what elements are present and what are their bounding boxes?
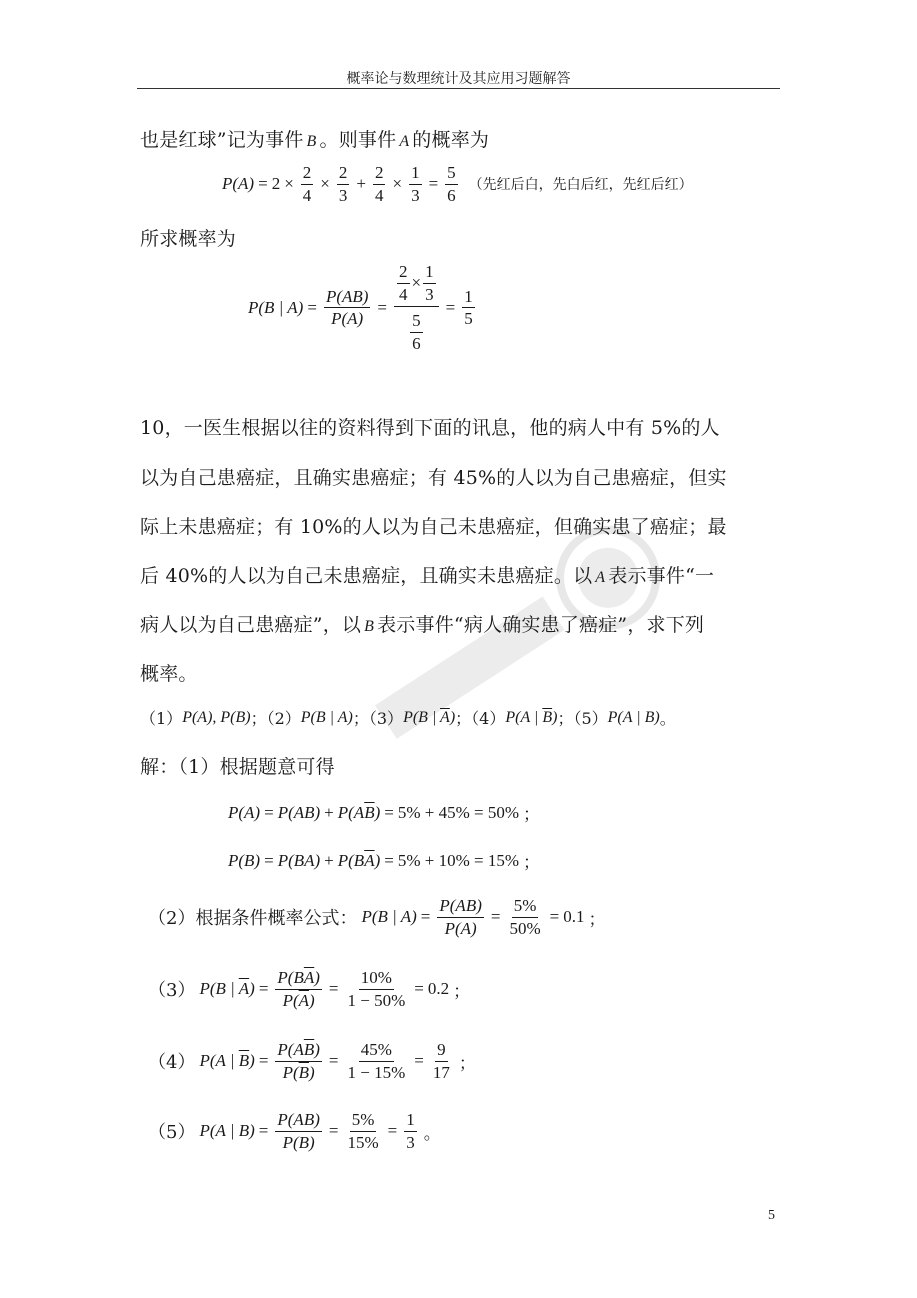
fraction bbox=[437, 896, 483, 938]
numerator: 1 bbox=[423, 262, 436, 284]
fraction bbox=[346, 1040, 408, 1082]
text-segment: ) bbox=[314, 968, 320, 987]
numerator: P(AB) bbox=[324, 287, 370, 309]
equation-p-b-given-a: P(B | A) = $\frac{P(AB)}{P(A)}$ = $\frac{2}{4}$ × $\frac{1}{3}$ $\frac{5}{6}$ = $\frac{1}{5}$ bbox=[248, 262, 473, 353]
numerator bbox=[275, 1040, 322, 1062]
complement-a: $\overline{A}$ bbox=[303, 968, 315, 987]
text-segment: ) bbox=[309, 1062, 315, 1082]
denominator: 1 − 50% bbox=[347, 990, 406, 1010]
header-rule bbox=[137, 88, 780, 89]
eq-lhs: P(B | A) bbox=[248, 297, 304, 317]
complement-a: $\overline{A}$ bbox=[298, 990, 310, 1010]
questions-line bbox=[140, 706, 676, 729]
equation-solution-2: （2）根据条件概率公式： P(B | A) = $\frac{P(AB)}{P(A)}$ = $\frac{5\%}{50\%}$ = 0.1 ； bbox=[148, 896, 606, 938]
text-segment: P( bbox=[282, 1062, 299, 1082]
fraction bbox=[423, 262, 436, 304]
question-label-1: （1） bbox=[140, 709, 183, 728]
question-5: P(A | B) bbox=[607, 708, 660, 726]
step-label: （3） bbox=[148, 980, 196, 1002]
compound-denominator bbox=[408, 307, 425, 353]
complement-b: $\overline{B}$ bbox=[298, 1062, 310, 1082]
equation-note: （先红后白，先白后红，先红后红） bbox=[468, 177, 693, 194]
equation-solution-1b: P(B) = P(BA) + $P(B\overline{A})$ = 5% + 10% = 15% ； bbox=[228, 848, 540, 873]
text-segment: 的概率为 bbox=[412, 129, 490, 151]
text-segment: ； bbox=[523, 853, 541, 872]
numerator: 1 bbox=[404, 1110, 417, 1132]
text-segment: 表示事件“一 bbox=[608, 565, 715, 587]
numerator: 2 bbox=[337, 163, 350, 185]
text-segment: ) bbox=[249, 979, 255, 999]
denominator: 6 bbox=[447, 185, 456, 205]
text-segment: ) bbox=[309, 990, 315, 1010]
question-label-3: ；（3） bbox=[352, 709, 404, 728]
complement-b: $\overline{B}$ bbox=[238, 1051, 250, 1071]
complement-b: $\overline{B}$ bbox=[303, 1040, 315, 1059]
eq-lhs bbox=[199, 979, 254, 999]
text-line-required: 所求概率为 bbox=[140, 228, 237, 250]
fraction bbox=[275, 1110, 321, 1152]
complement-b: $\overline{B}$ bbox=[542, 708, 553, 726]
complement-a: $\overline{A}$ bbox=[440, 708, 450, 726]
question-label-4: ；（4） bbox=[455, 709, 506, 728]
numerator: 9 bbox=[435, 1040, 448, 1062]
numerator: 2 bbox=[301, 163, 314, 185]
numerator bbox=[275, 968, 322, 990]
problem-line-2: 以为自己患癌症，且确实患癌症；有 45%的人以为自己患癌症，但实 bbox=[140, 467, 727, 489]
denominator: 4 bbox=[302, 185, 312, 205]
running-header: 概率论与数理统计及其应用习题解答 bbox=[346, 71, 571, 87]
fraction bbox=[462, 287, 475, 329]
eq-term: P(BA) bbox=[277, 850, 321, 870]
numerator: 45% bbox=[359, 1040, 394, 1062]
text-segment: ) bbox=[449, 708, 456, 726]
numerator: 1 bbox=[462, 287, 475, 309]
eq-coefficient: 2 bbox=[271, 174, 281, 194]
text-segment: ) bbox=[552, 708, 558, 726]
text-segment: ； bbox=[588, 909, 606, 929]
text-segment: ) bbox=[249, 1051, 255, 1071]
question-3 bbox=[403, 709, 455, 727]
eq-lhs: P(A) bbox=[228, 802, 261, 822]
text-segment: 病人以为自己患癌症”，以 bbox=[140, 614, 362, 636]
text-segment: P(A | bbox=[505, 708, 543, 726]
denominator: 5 bbox=[464, 309, 473, 329]
denominator: 50% bbox=[509, 918, 541, 938]
fraction bbox=[397, 262, 410, 304]
denominator: 3 bbox=[338, 185, 348, 205]
text-segment: P(A | bbox=[199, 1051, 239, 1071]
eq-lhs: P(A | B) bbox=[199, 1121, 255, 1141]
compound-fraction bbox=[394, 262, 439, 353]
compound-numerator: $\frac{2}{4}$ × $\frac{1}{3}$ bbox=[394, 262, 439, 307]
eq-term bbox=[338, 803, 381, 823]
text-segment: P(A bbox=[277, 1040, 304, 1059]
problem-line-6: 概率。 bbox=[140, 663, 198, 685]
denominator: P(A) bbox=[444, 918, 477, 938]
text-segment: 也是红球”记为事件 bbox=[140, 129, 304, 151]
eq-lhs: P(A) bbox=[222, 174, 255, 194]
numerator: P(AB) bbox=[437, 896, 483, 918]
eq-lhs: P(B) bbox=[228, 850, 261, 870]
denominator: 4 bbox=[374, 185, 384, 205]
text-segment: P(B bbox=[277, 968, 304, 987]
denominator: 4 bbox=[399, 284, 408, 304]
fraction bbox=[410, 311, 423, 353]
eq-calculation: 5% + 10% = 15% bbox=[397, 850, 520, 870]
equation-solution-5: （5） P(A | B) = $\frac{P(AB)}{P(B)}$ = $\frac{5\%}{15\%}$ = $\frac{1}{3}$ 。 bbox=[148, 1110, 441, 1152]
equation-solution-1a: P(A) = P(AB) + $P(A\overline{B})$ = 5% + 45% = 50% ； bbox=[228, 800, 540, 825]
numerator: 2 bbox=[373, 163, 386, 185]
numerator: 1 bbox=[409, 163, 422, 185]
numerator: 10% bbox=[359, 968, 394, 990]
fraction bbox=[337, 163, 350, 205]
numerator: 5% bbox=[350, 1110, 377, 1132]
eq-result: 0.1 bbox=[563, 907, 585, 927]
fraction bbox=[324, 287, 370, 329]
text-segment: 后 40%的人以为自己未患癌症，且确实未患癌症。以 bbox=[140, 565, 593, 587]
denominator: 3 bbox=[425, 284, 434, 304]
problem-line-5 bbox=[140, 610, 704, 637]
numerator: 5 bbox=[445, 163, 458, 185]
equation-solution-3: （3） P(B | $\overline{A}$) = $\frac{P(B\overline{A})}{P(\overline{A})}$ = $\frac{10\%}{1 - 50\%}$ = 0.2 ； bbox=[148, 968, 471, 1010]
denominator: P(B) bbox=[282, 1132, 315, 1152]
text-segment: ； bbox=[458, 1053, 476, 1073]
event-symbol-a: A bbox=[595, 569, 606, 586]
text-segment: 。则事件 bbox=[319, 129, 397, 151]
eq-lhs: P(B | A) bbox=[361, 907, 417, 927]
text-segment: ) bbox=[374, 802, 381, 822]
fraction bbox=[373, 163, 386, 205]
denominator: 1 − 15% bbox=[347, 1062, 406, 1082]
text-segment: ； bbox=[453, 981, 471, 1001]
denominator bbox=[281, 1062, 317, 1083]
complement-b: $\overline{B}$ bbox=[364, 802, 375, 822]
numerator: 5% bbox=[512, 896, 539, 918]
fraction bbox=[445, 163, 458, 205]
step-label: （5） bbox=[148, 1122, 196, 1144]
denominator: 3 bbox=[411, 185, 420, 205]
equation-p-a: P(A) = 2 × $\frac{2}{4}$ × $\frac{2}{3}$ + $\frac{2}{4}$ × $\frac{1}{3}$ = $\frac{5}{6}$ （先红后白，先白后红，先红后红） bbox=[222, 163, 693, 205]
eq-term bbox=[338, 851, 381, 871]
text-segment: ) bbox=[314, 1040, 320, 1059]
question-1: P(A), P(B) bbox=[182, 708, 251, 726]
text-segment: 。 bbox=[423, 1123, 441, 1143]
eq-term: P(AB) bbox=[277, 802, 321, 822]
eq-lhs bbox=[199, 1051, 254, 1071]
text-segment: P(B bbox=[337, 850, 365, 870]
page-number: 5 bbox=[768, 1208, 775, 1223]
question-4 bbox=[505, 709, 557, 727]
step-label: （4） bbox=[148, 1052, 196, 1074]
question-2: P(B | A) bbox=[300, 708, 353, 726]
numerator: 5 bbox=[410, 311, 423, 333]
fraction bbox=[345, 1110, 380, 1152]
fraction bbox=[301, 163, 314, 205]
event-symbol-b: B bbox=[364, 618, 375, 635]
fraction bbox=[507, 896, 542, 938]
text-segment: P(B | bbox=[403, 708, 441, 726]
problem-line-3: 际上未患癌症；有 10%的人以为自己未患癌症，但确实患了癌症；最 bbox=[140, 516, 727, 538]
problem-line-1: 10，一医生根据以往的资料得到下面的讯息，他的病人中有 5%的人 bbox=[140, 417, 720, 439]
event-symbol-a: A bbox=[399, 133, 410, 150]
text-segment: P(B | bbox=[199, 979, 239, 999]
numerator: P(AB) bbox=[275, 1110, 321, 1132]
denominator: P(A) bbox=[331, 309, 364, 329]
problem-line-4 bbox=[140, 561, 714, 588]
text-line-events bbox=[140, 125, 489, 152]
text-segment: ； bbox=[523, 805, 541, 824]
text-segment: 。 bbox=[659, 709, 676, 728]
denominator: 3 bbox=[406, 1132, 415, 1152]
equation-solution-4: （4） P(A | $\overline{B}$) = $\frac{P(A\overline{B})}{P(\overline{B})}$ = $\frac{45\%}{1 - 15\%}$ = $\frac{9}{17}$ ； bbox=[148, 1040, 476, 1082]
fraction bbox=[404, 1110, 417, 1152]
text-segment: P( bbox=[282, 990, 299, 1010]
fraction bbox=[409, 163, 422, 205]
denominator bbox=[281, 990, 317, 1011]
text-segment: ) bbox=[374, 850, 381, 870]
question-label-2: ；（2） bbox=[250, 709, 301, 728]
denominator: 6 bbox=[412, 333, 421, 353]
fraction bbox=[346, 968, 408, 1010]
fraction bbox=[431, 1040, 452, 1082]
question-label-5: ；（5） bbox=[557, 709, 608, 728]
numerator: 2 bbox=[397, 262, 410, 284]
fraction bbox=[275, 1040, 322, 1082]
denominator: 17 bbox=[432, 1062, 450, 1082]
complement-a: $\overline{A}$ bbox=[238, 979, 250, 999]
text-segment: 表示事件“病人确实患了癌症”，求下列 bbox=[377, 614, 705, 636]
eq-calculation: 5% + 45% = 50% bbox=[397, 802, 520, 822]
fraction bbox=[275, 968, 322, 1010]
denominator: 15% bbox=[347, 1132, 379, 1152]
solution-intro: 解：（1）根据题意可得 bbox=[140, 756, 335, 778]
event-symbol-b: B bbox=[306, 133, 317, 150]
complement-a: $\overline{A}$ bbox=[364, 850, 375, 870]
step-label: （2）根据条件概率公式： bbox=[148, 908, 358, 930]
eq-result: 0.2 bbox=[427, 979, 450, 999]
text-segment: P(A bbox=[337, 802, 365, 822]
